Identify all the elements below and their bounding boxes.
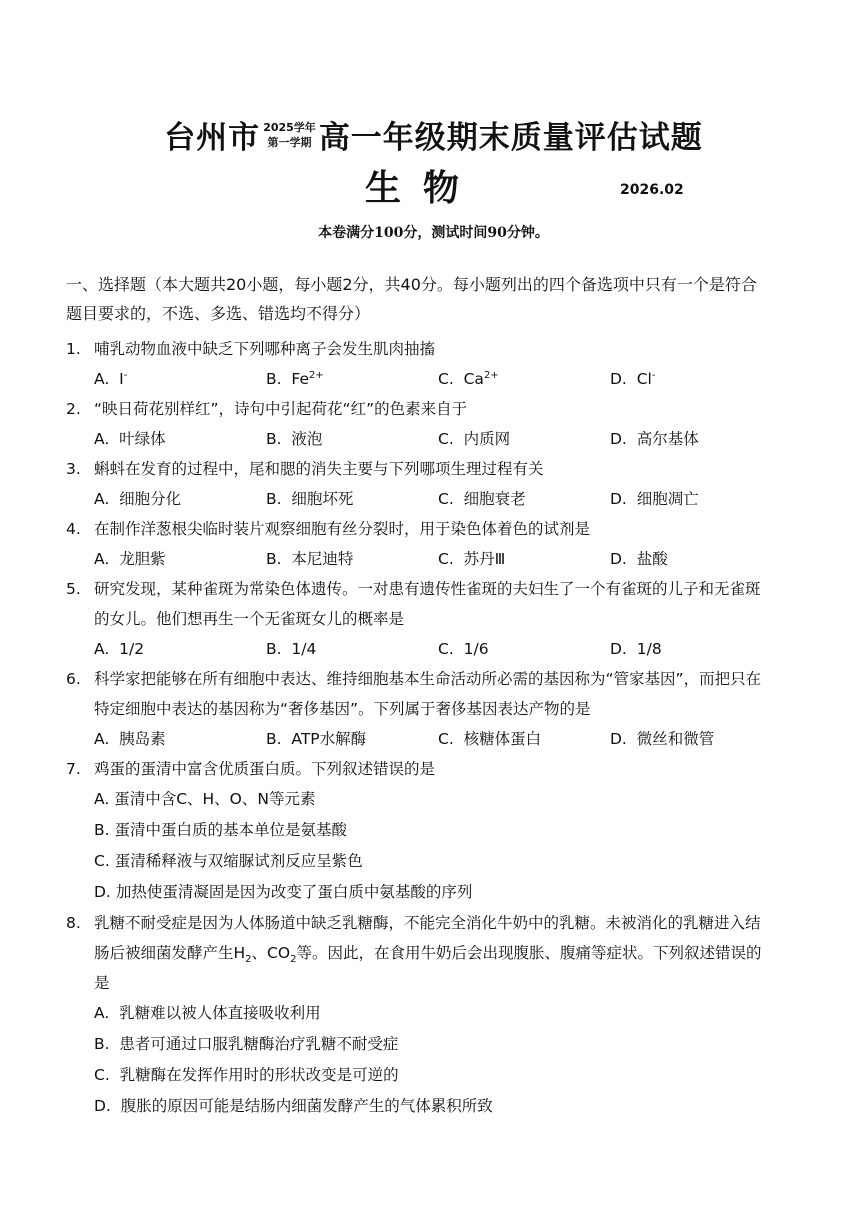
question-number: 5. bbox=[66, 580, 81, 598]
option-c: C. 内质网 bbox=[438, 430, 511, 448]
question-text: 乳糖不耐受症是因为人体肠道中缺乏乳糖酶，不能完全消化牛奶中的乳糖。未被消化的乳糖进入结肠后被细菌发酵产生$H_2$、$CO_2$等。因此，在食用牛奶后会出现腹胀、腹痛等症状。下列叙述错误的是 bbox=[94, 914, 762, 992]
option-b: B. $Fe^{2+}$ bbox=[266, 369, 324, 388]
option-c: C. 1/6 bbox=[438, 640, 489, 658]
question-4 bbox=[66, 514, 766, 574]
exam-title bbox=[0, 112, 867, 157]
term-year: 2025学年 bbox=[263, 120, 316, 134]
exam-note: 本卷满分100分，测试时间90分钟。 bbox=[318, 225, 549, 241]
option-a: A. 细胞分化 bbox=[94, 490, 182, 508]
exam-date: 2026.02 bbox=[620, 182, 684, 198]
option-d: D. 腹胀的原因可能是结肠内细菌发酵产生的气体累积所致 bbox=[94, 1097, 493, 1115]
option-b: B. 细胞坏死 bbox=[266, 490, 354, 508]
option-b: B. 患者可通过口服乳糖酶治疗乳糖不耐受症 bbox=[94, 1035, 399, 1053]
title-term bbox=[263, 120, 316, 150]
question-8 bbox=[66, 908, 766, 1122]
option-b: B. 本尼迪特 bbox=[266, 550, 354, 568]
subject-title: 生物 bbox=[365, 168, 482, 209]
question-5 bbox=[66, 574, 766, 664]
option-d: D. 微丝和微管 bbox=[610, 730, 715, 748]
option-a: A. 蛋清中含C、H、O、N等元素 bbox=[94, 790, 316, 808]
option-a: A. 龙胆紫 bbox=[94, 550, 166, 568]
question-1 bbox=[66, 334, 766, 394]
question-text: 科学家把能够在所有细胞中表达、维持细胞基本生命活动所必需的基因称为“管家基因”，而把只在特定细胞中表达的基因称为“奢侈基因”。下列属于奢侈基因表达产物的是 bbox=[94, 670, 762, 718]
section-heading: 一、选择题（本大题共20小题，每小题2分，共40分。每小题列出的四个备选项中只有一个是符合题目要求的，不选、多选、错选均不得分） bbox=[66, 275, 757, 323]
option-c: C. 细胞衰老 bbox=[438, 490, 526, 508]
question-list bbox=[66, 334, 766, 1122]
question-number: 4. bbox=[66, 520, 81, 538]
question-text: 哺乳动物血液中缺乏下列哪种离子会发生肌肉抽搐 bbox=[94, 340, 436, 358]
question-text: 鸡蛋的蛋清中富含优质蛋白质。下列叙述错误的是 bbox=[94, 760, 436, 778]
option-b: B. 1/4 bbox=[266, 640, 317, 658]
option-c: C. 蛋清稀释液与双缩脲试剂反应呈紫色 bbox=[94, 852, 363, 870]
option-b: B. 液泡 bbox=[266, 430, 323, 448]
option-d: D. 1/8 bbox=[610, 640, 662, 658]
question-text: 在制作洋葱根尖临时装片观察细胞有丝分裂时，用于染色体着色的试剂是 bbox=[94, 520, 591, 538]
question-number: 1. bbox=[66, 340, 81, 358]
option-c: C. 苏丹Ⅲ bbox=[438, 550, 506, 568]
option-b: B. 蛋清中蛋白质的基本单位是氨基酸 bbox=[94, 821, 348, 839]
title-city: 台州市 bbox=[164, 120, 261, 156]
option-d: D. Cl- bbox=[610, 369, 656, 388]
option-a: A. I- bbox=[94, 369, 128, 388]
option-a: A. 乳糖难以被人体直接吸收利用 bbox=[94, 1004, 321, 1022]
option-c: C. $Ca^{2+}$ bbox=[438, 369, 499, 388]
title-main: 高一年级期末质量评估试题 bbox=[318, 120, 703, 156]
option-d: D. 盐酸 bbox=[610, 550, 668, 568]
option-c: C. 核糖体蛋白 bbox=[438, 730, 542, 748]
question-text: “映日荷花别样红”，诗句中引起荷花“红”的色素来自于 bbox=[94, 400, 468, 418]
option-d: D. 加热使蛋清凝固是因为改变了蛋白质中氨基酸的序列 bbox=[94, 883, 473, 901]
question-number: 6. bbox=[66, 670, 81, 688]
question-text: 蝌蚪在发育的过程中，尾和腮的消失主要与下列哪项生理过程有关 bbox=[94, 460, 544, 478]
question-number: 7. bbox=[66, 760, 81, 778]
option-a: A. 胰岛素 bbox=[94, 730, 166, 748]
question-7 bbox=[66, 754, 766, 908]
option-b: B. ATP水解酶 bbox=[266, 730, 367, 748]
question-text: 研究发现，某种雀斑为常染色体遗传。一对患有遗传性雀斑的夫妇生了一个有雀斑的儿子和无雀斑的女儿。他们想再生一个无雀斑女儿的概率是 bbox=[94, 580, 761, 628]
question-number: 8. bbox=[66, 914, 81, 932]
option-d: D. 高尔基体 bbox=[610, 430, 699, 448]
question-3 bbox=[66, 454, 766, 514]
option-a: A. 叶绿体 bbox=[94, 430, 166, 448]
option-a: A. 1/2 bbox=[94, 640, 145, 658]
question-number: 2. bbox=[66, 400, 81, 418]
question-6 bbox=[66, 664, 766, 754]
question-2 bbox=[66, 394, 766, 454]
question-number: 3. bbox=[66, 460, 81, 478]
option-d: D. 细胞凋亡 bbox=[610, 490, 699, 508]
option-c: C. 乳糖酶在发挥作用时的形状改变是可逆的 bbox=[94, 1066, 399, 1084]
term-name: 第一学期 bbox=[267, 135, 312, 149]
